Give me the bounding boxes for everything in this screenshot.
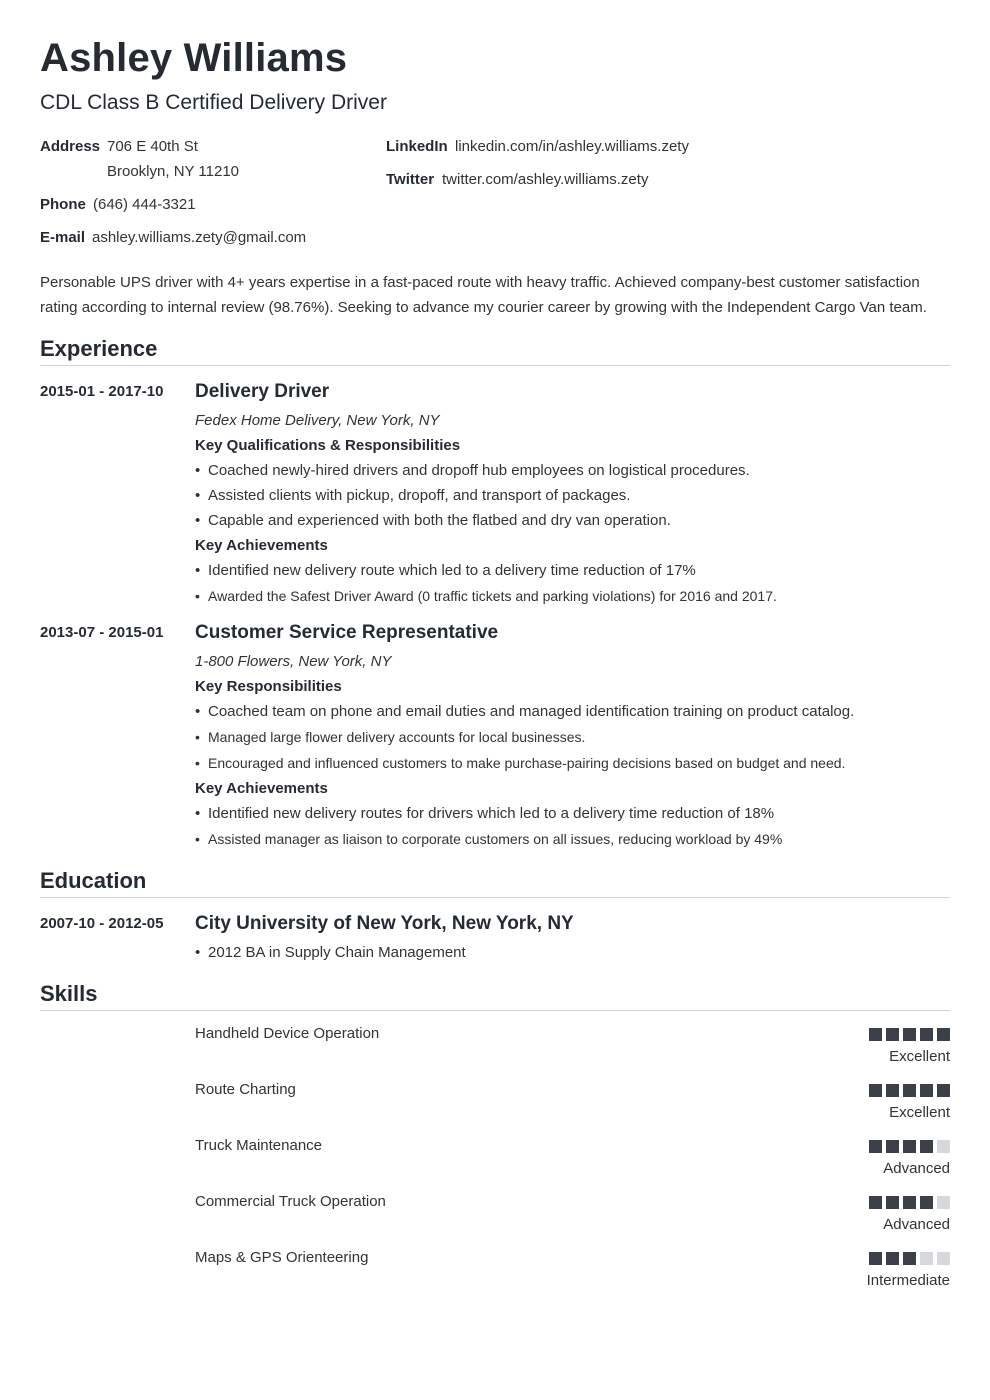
rating-square-filled	[869, 1140, 882, 1153]
skill-level: Advanced	[883, 1160, 950, 1177]
list-item: • Identified new delivery routes for drivers which led to a delivery time reduction of 18%	[195, 805, 775, 822]
company-name: 1-800 Flowers, New York, NY	[195, 653, 392, 670]
candidate-title: CDL Class B Certified Delivery Driver	[40, 91, 387, 114]
twitter-link[interactable]: twitter.com/ashley.williams.zety	[442, 171, 649, 188]
experience-divider	[40, 365, 950, 366]
email-link[interactable]: ashley.williams.zety@gmail.com	[92, 229, 307, 246]
skill-name: Route Charting	[195, 1081, 296, 1098]
rating-square-filled	[886, 1196, 899, 1209]
rating-square-filled	[903, 1140, 916, 1153]
list-item: • Assisted clients with pickup, dropoff, and transport of packages.	[195, 487, 631, 504]
rating-square-filled	[886, 1084, 899, 1097]
rating-square-empty	[937, 1196, 950, 1209]
skill-rating	[869, 1028, 950, 1041]
job-title: Delivery Driver	[195, 381, 330, 402]
entry-dates: 2013-07 - 2015-01	[40, 624, 164, 641]
rating-square-filled	[886, 1028, 899, 1041]
rating-square-filled	[886, 1140, 899, 1153]
rating-square-filled	[903, 1084, 916, 1097]
rating-square-empty	[920, 1252, 933, 1265]
rating-square-filled	[920, 1084, 933, 1097]
address-line1: 706 E 40th St	[107, 138, 198, 155]
list-item: • 2012 BA in Supply Chain Management	[195, 944, 466, 961]
candidate-name: Ashley Williams	[40, 36, 348, 80]
list-item: • Assisted manager as liaison to corporate customers on all issues, reducing workload by 49%	[195, 831, 783, 847]
skill-rating	[869, 1252, 950, 1265]
skills-heading: Skills	[40, 981, 98, 1006]
phone-value: (646) 444-3321	[93, 196, 196, 213]
entry-dates: 2015-01 - 2017-10	[40, 383, 164, 400]
skill-level: Intermediate	[866, 1272, 950, 1289]
education-heading: Education	[40, 868, 147, 893]
skill-name: Handheld Device Operation	[195, 1025, 380, 1042]
skill-level: Excellent	[889, 1048, 950, 1065]
rating-square-filled	[937, 1084, 950, 1097]
list-item: • Awarded the Safest Driver Award (0 traffic tickets and parking violations) for 2016 and 2017.	[195, 588, 777, 604]
rating-square-filled	[903, 1028, 916, 1041]
skill-rating	[869, 1140, 950, 1153]
rating-square-empty	[937, 1140, 950, 1153]
list-item: • Coached newly-hired drivers and dropoff hub employees on logistical procedures.	[195, 462, 750, 479]
skill-name: Maps & GPS Orienteering	[195, 1249, 369, 1266]
company-name: Fedex Home Delivery, New York, NY	[195, 412, 440, 429]
skill-rating	[869, 1196, 950, 1209]
skill-level: Excellent	[889, 1104, 950, 1121]
job-title: Customer Service Representative	[195, 622, 499, 643]
address-line2: Brooklyn, NY 11210	[107, 163, 240, 180]
rating-square-filled	[920, 1196, 933, 1209]
rating-square-filled	[869, 1028, 882, 1041]
experience-heading: Experience	[40, 336, 158, 361]
rating-square-filled	[903, 1252, 916, 1265]
address-label: Address	[40, 138, 101, 155]
twitter-label: Twitter	[386, 171, 435, 188]
list-item: • Coached team on phone and email duties and managed identification training on product catalog.	[195, 703, 855, 720]
entry-dates: 2007-10 - 2012-05	[40, 915, 164, 932]
rating-square-filled	[920, 1028, 933, 1041]
rating-square-filled	[920, 1140, 933, 1153]
subsection-heading: Key Achievements	[195, 780, 328, 797]
skill-level: Advanced	[883, 1216, 950, 1233]
rating-square-filled	[869, 1084, 882, 1097]
rating-square-empty	[937, 1252, 950, 1265]
list-item: • Managed large flower delivery accounts for local businesses.	[195, 729, 586, 745]
linkedin-label: LinkedIn	[386, 138, 448, 155]
phone-label: Phone	[40, 196, 86, 213]
subsection-heading: Key Achievements	[195, 537, 328, 554]
rating-square-filled	[869, 1196, 882, 1209]
rating-square-filled	[903, 1196, 916, 1209]
list-item: • Encouraged and influenced customers to make purchase-pairing decisions based on budget and need.	[195, 755, 846, 771]
education-divider	[40, 897, 950, 898]
list-item: • Capable and experienced with both the flatbed and dry van operation.	[195, 512, 671, 529]
subsection-heading: Key Qualifications & Responsibilities	[195, 437, 461, 454]
subsection-heading: Key Responsibilities	[195, 678, 342, 695]
skills-divider	[40, 1010, 950, 1011]
skill-name: Commercial Truck Operation	[195, 1193, 386, 1210]
school-name: City University of New York, New York, NY	[195, 913, 574, 934]
skill-rating	[869, 1084, 950, 1097]
profile-summary: Personable UPS driver with 4+ years expertise in a fast-paced route with heavy traffic. Achieved company-best customer satisfaction rating according to internal review (98.76%). Seeking to advance my courier career by growing with the Independent Cargo Van team.	[40, 274, 927, 316]
email-label: E-mail	[40, 229, 86, 246]
list-item: • Identified new delivery route which led to a delivery time reduction of 17%	[195, 562, 696, 579]
skill-name: Truck Maintenance	[195, 1137, 323, 1154]
rating-square-filled	[869, 1252, 882, 1265]
rating-square-filled	[886, 1252, 899, 1265]
linkedin-link[interactable]: linkedin.com/in/ashley.williams.zety	[455, 138, 689, 155]
rating-square-filled	[937, 1028, 950, 1041]
